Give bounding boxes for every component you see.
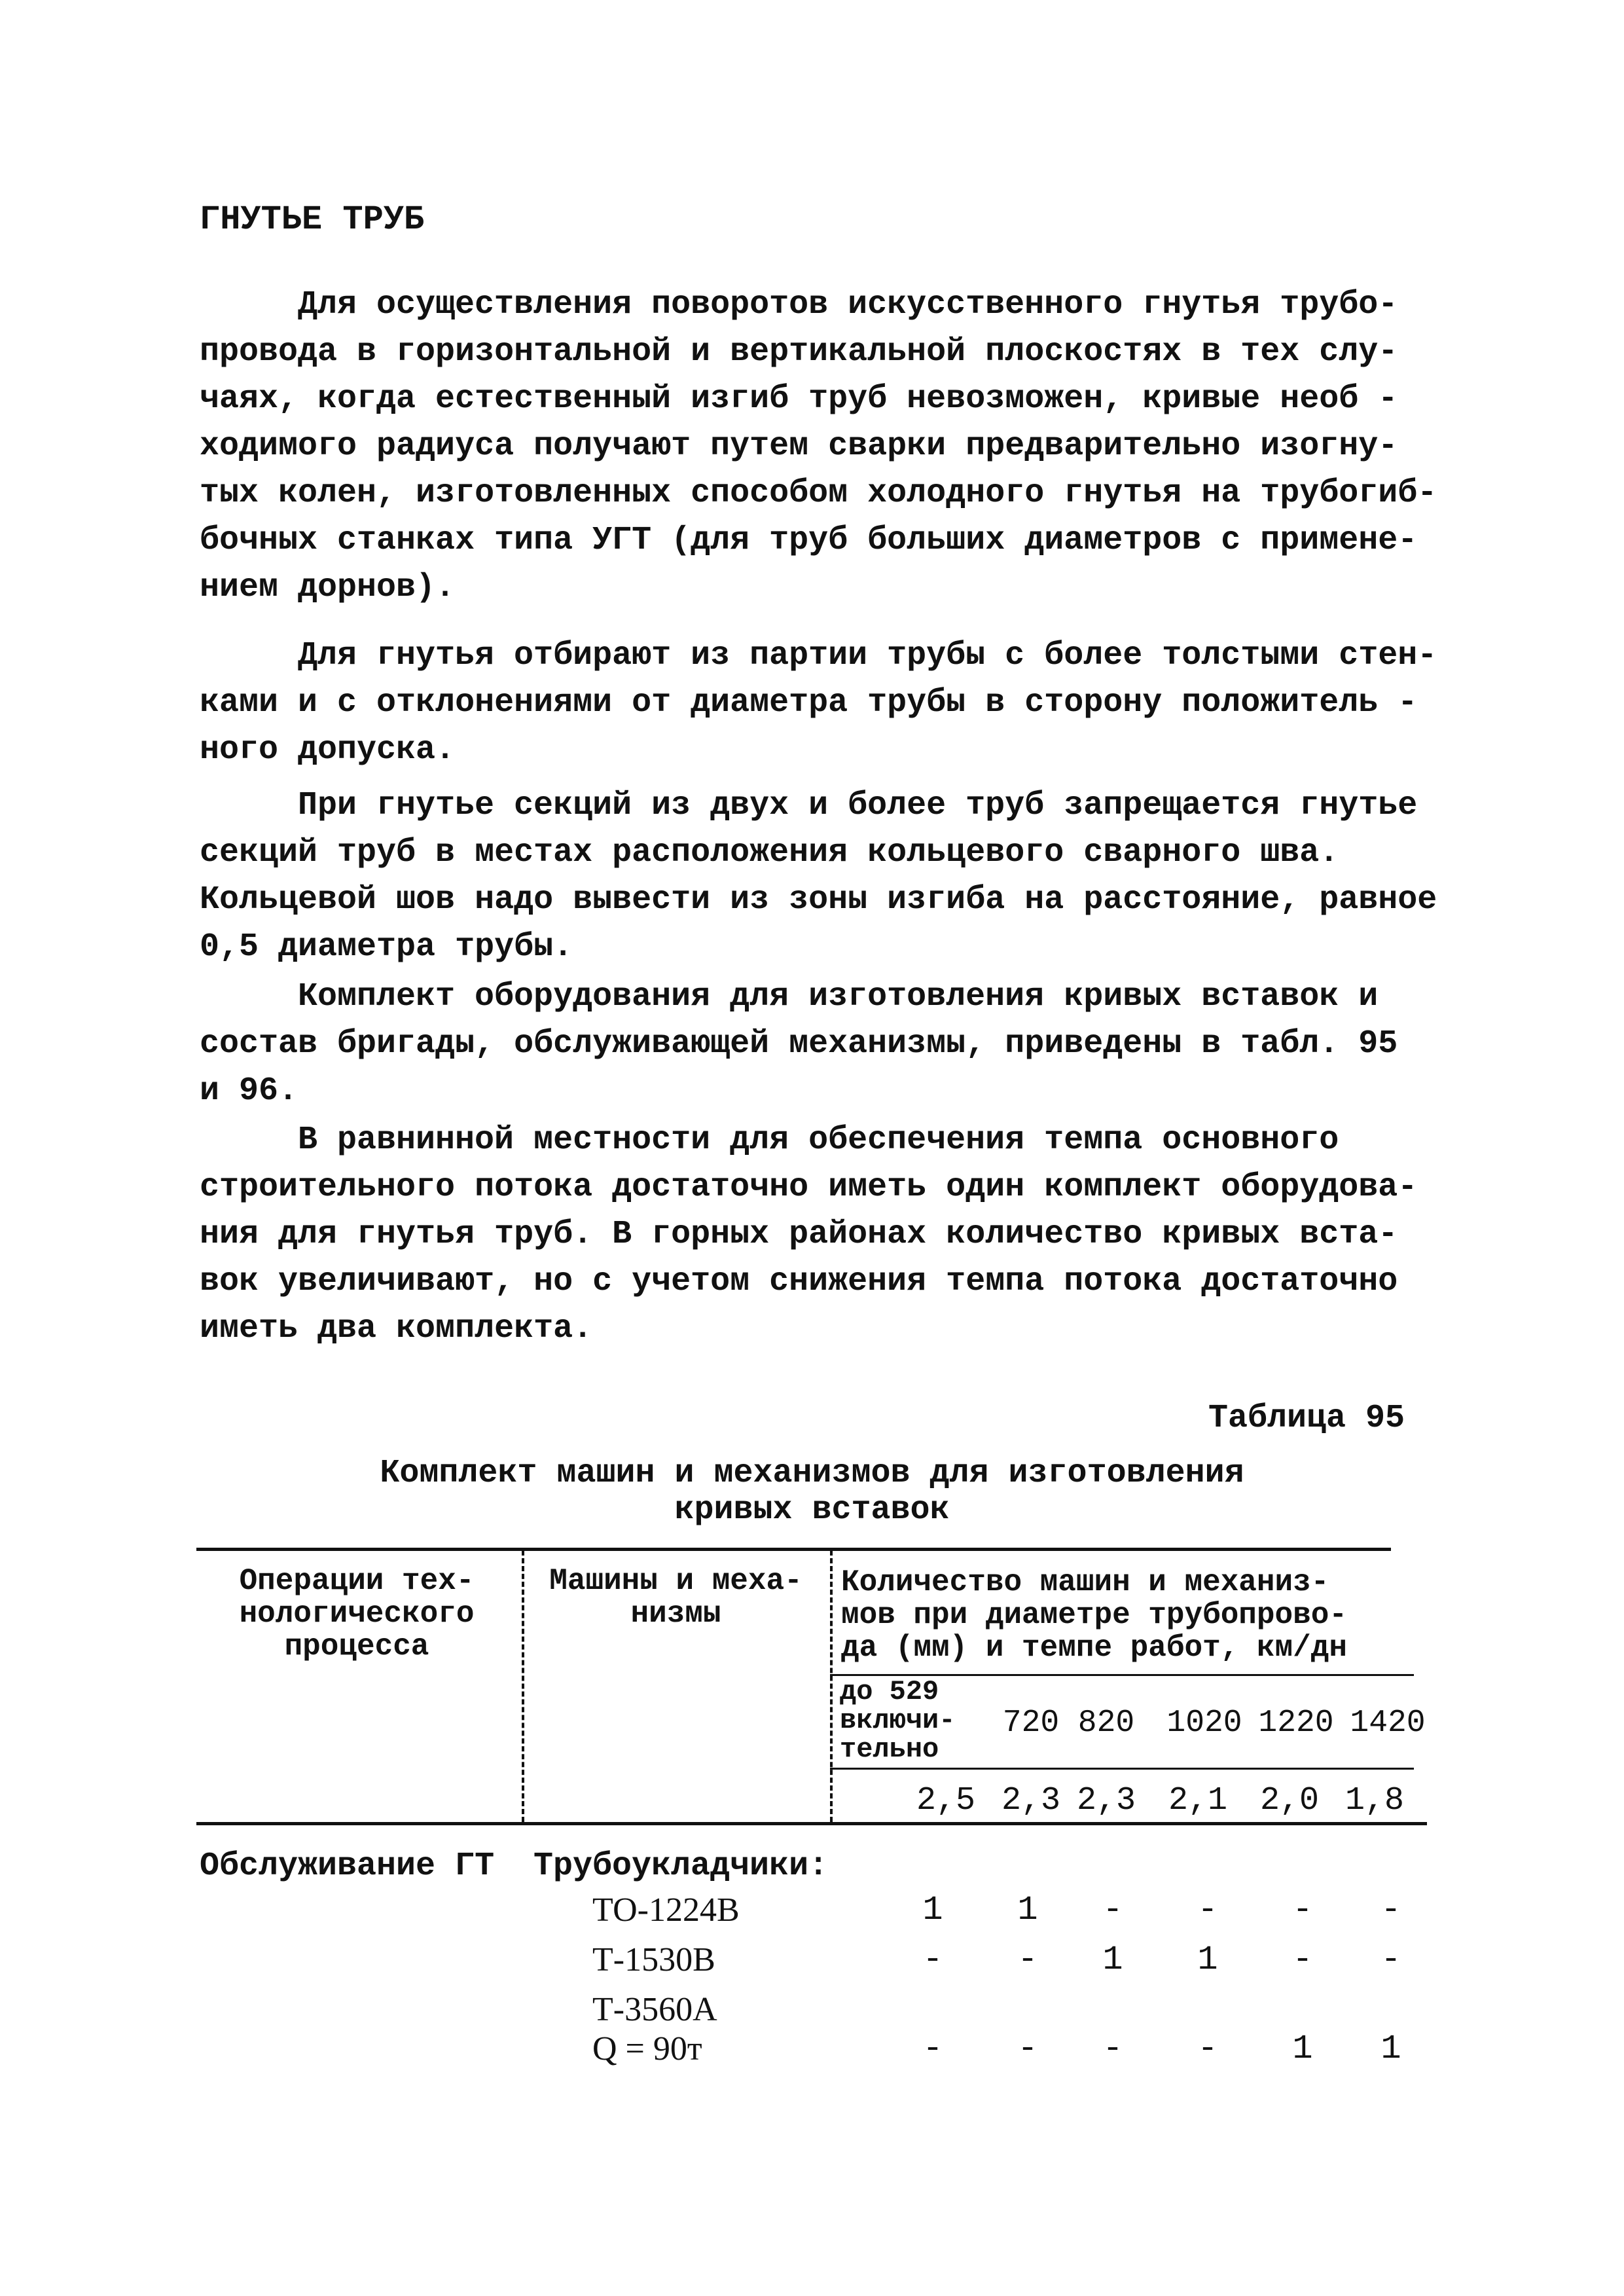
rate-cell: 2,3 bbox=[1076, 1782, 1136, 1819]
rate-cell: 2,1 bbox=[1168, 1782, 1227, 1819]
paragraph-line: тых колен, изготовленных способом холодного гнутья на трубогиб- bbox=[200, 475, 1437, 512]
table-cell: - bbox=[1102, 2030, 1123, 2068]
header-line: Машины и меха- bbox=[549, 1564, 803, 1598]
header-machines bbox=[527, 1565, 825, 1630]
machine-model: Т-3560А bbox=[592, 1991, 717, 2028]
table-title-line-1: Комплект машин и механизмов для изготовления bbox=[380, 1455, 1244, 1492]
paragraph-line: ния для гнутья труб. В горных районах количество кривых вста- bbox=[200, 1216, 1398, 1253]
table-cell: 1 bbox=[1102, 1941, 1123, 1979]
header-line: мов при диаметре трубопрово- bbox=[841, 1598, 1347, 1632]
operation-label: Обслуживание ГТ bbox=[200, 1848, 495, 1885]
table-caption: Таблица 95 bbox=[1208, 1400, 1405, 1437]
paragraph-line: секций труб в местах расположения кольцевого сварного шва. bbox=[200, 834, 1339, 871]
header-line: нологического bbox=[239, 1597, 475, 1631]
paragraph-line: 0,5 диаметра трубы. bbox=[200, 928, 573, 966]
header-operations bbox=[196, 1565, 517, 1663]
diameter-first-col bbox=[840, 1677, 955, 1764]
machine-model: Q = 90т bbox=[592, 2030, 702, 2068]
header-line: процесса bbox=[284, 1630, 429, 1664]
diameter-1220: 1220 bbox=[1258, 1705, 1334, 1741]
rate-cell: 2,3 bbox=[1001, 1782, 1060, 1819]
table-cell: - bbox=[1017, 2030, 1038, 2068]
header-line: Количество машин и механиз- bbox=[841, 1565, 1329, 1599]
paragraph-1 bbox=[200, 282, 1443, 611]
rate-cell: 2,0 bbox=[1259, 1782, 1319, 1819]
paragraph-3 bbox=[200, 782, 1443, 971]
diameter-line: тельно bbox=[840, 1734, 939, 1765]
table-diameter-rule bbox=[830, 1768, 1414, 1770]
table-title-line-2: кривых вставок bbox=[674, 1491, 950, 1529]
paragraph-line: Комплект оборудования для изготовления кривых вставок и bbox=[298, 978, 1379, 1015]
paragraph-line: Для осуществления поворотов искусственного гнутья трубо- bbox=[298, 286, 1398, 323]
table-cell: 1 bbox=[1292, 2030, 1313, 2068]
machine-model: Т-1530В bbox=[592, 1941, 715, 1978]
paragraph-line: провода в горизонтальной и вертикальной плоскостях в тех слу- bbox=[200, 333, 1398, 371]
paragraph-line: чаях, когда естественный изгиб труб невозможен, кривые необ - bbox=[200, 380, 1398, 418]
table-cell: 1 bbox=[922, 1891, 943, 1929]
paragraph-line: состав бригады, обслуживающей механизмы, приведены в табл. 95 bbox=[200, 1025, 1398, 1063]
section-heading: ГНУТЬЕ ТРУБ bbox=[200, 200, 425, 239]
paragraph-line: ходимого радиуса получают путем сварки предварительно изогну- bbox=[200, 428, 1398, 465]
header-line: Операции тех- bbox=[239, 1564, 475, 1598]
paragraph-line: В равнинной местности для обеспечения темпа основного bbox=[298, 1121, 1339, 1159]
paragraph-line: ного допуска. bbox=[200, 731, 456, 769]
diameter-line: до 529 bbox=[840, 1676, 939, 1707]
diameter-820: 820 bbox=[1077, 1705, 1135, 1741]
paragraph-line: Кольцевой шов надо вывести из зоны изгиба на расстояние, равное bbox=[200, 881, 1437, 919]
machine-group-label: Трубоукладчики: bbox=[533, 1848, 829, 1885]
table-cell: - bbox=[922, 1941, 943, 1979]
header-line: низмы bbox=[630, 1597, 721, 1631]
diameter-line: включи- bbox=[840, 1705, 956, 1736]
header-line: да (мм) и темпе работ, км/дн bbox=[841, 1631, 1347, 1665]
table-cell: - bbox=[922, 2030, 943, 2068]
rate-cell: 2,5 bbox=[916, 1782, 975, 1819]
machine-model: ТО-1224В bbox=[592, 1891, 740, 1929]
paragraph-4 bbox=[200, 974, 1443, 1115]
paragraph-line: При гнутье секций из двух и более труб запрещается гнутье bbox=[298, 787, 1418, 824]
table-cell: - bbox=[1292, 1941, 1313, 1979]
table-column-divider bbox=[522, 1550, 524, 1822]
table-cell: - bbox=[1380, 1941, 1401, 1979]
table-cell: - bbox=[1102, 1891, 1123, 1929]
table-cell: - bbox=[1197, 2030, 1218, 2068]
rate-cell: 1,8 bbox=[1344, 1782, 1404, 1819]
table-cell: - bbox=[1380, 1891, 1401, 1929]
diameter-1420: 1420 bbox=[1350, 1705, 1426, 1741]
diameter-1020: 1020 bbox=[1166, 1705, 1242, 1741]
paragraph-line: ками и с отклонениями от диаметра трубы в сторону положитель - bbox=[200, 684, 1418, 721]
paragraph-2 bbox=[200, 632, 1443, 774]
table-column-divider bbox=[830, 1550, 833, 1822]
paragraph-5 bbox=[200, 1117, 1443, 1353]
paragraph-line: иметь два комплекта. bbox=[200, 1310, 593, 1347]
table-cell: - bbox=[1292, 1891, 1313, 1929]
table-header-bottom-rule bbox=[196, 1822, 1427, 1825]
table-cell: 1 bbox=[1017, 1891, 1038, 1929]
diameter-720: 720 bbox=[1002, 1705, 1060, 1741]
table-cell: - bbox=[1017, 1941, 1038, 1979]
paragraph-line: строительного потока достаточно иметь один комплект оборудова- bbox=[200, 1169, 1418, 1206]
paragraph-line: бочных станках типа УГТ (для труб больших диаметров с примене- bbox=[200, 522, 1418, 559]
paragraph-line: и 96. bbox=[200, 1072, 298, 1110]
table-cell: 1 bbox=[1380, 2030, 1401, 2068]
table-top-rule bbox=[196, 1548, 1391, 1551]
header-quantity bbox=[841, 1566, 1347, 1664]
paragraph-line: вок увеличивают, но с учетом снижения темпа потока достаточно bbox=[200, 1263, 1398, 1300]
paragraph-line: нием дорнов). bbox=[200, 569, 456, 606]
paragraph-line: Для гнутья отбирают из партии трубы с более толстыми стен- bbox=[298, 637, 1437, 674]
table-cell: 1 bbox=[1197, 1941, 1218, 1979]
table-cell: - bbox=[1197, 1891, 1218, 1929]
